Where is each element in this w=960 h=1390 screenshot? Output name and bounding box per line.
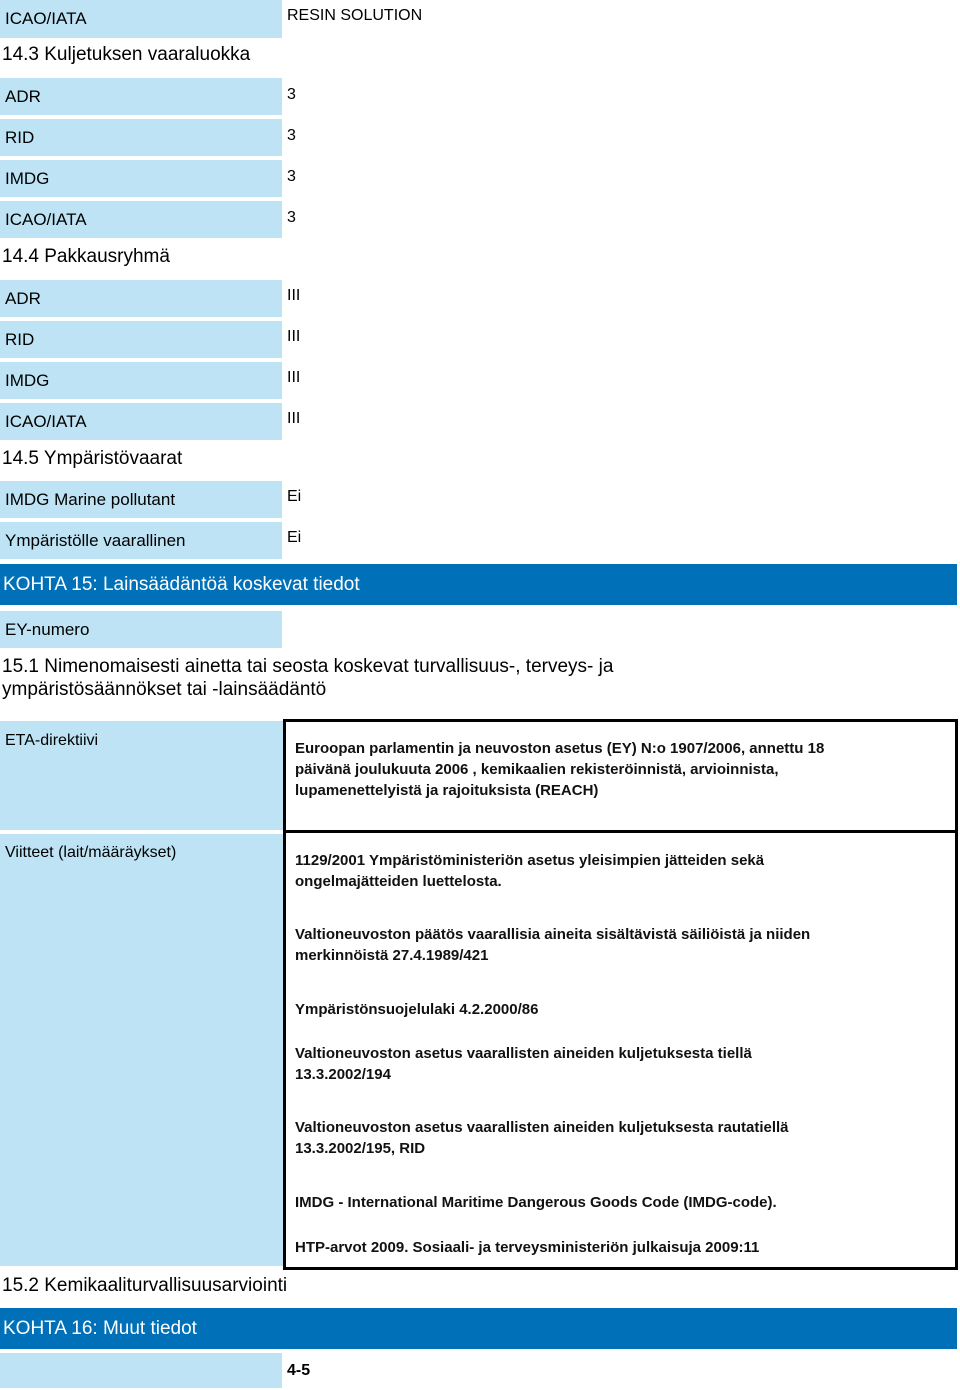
reference-line: IMDG - International Maritime Dangerous Goods Code (IMDG-code). xyxy=(295,1194,777,1211)
rid-label: RID xyxy=(0,321,282,358)
environment-hazard-label: Ympäristölle vaarallinen xyxy=(0,522,282,559)
reference-item xyxy=(295,1192,777,1213)
section-16-title: KOHTA 16: Muut tiedot xyxy=(0,1308,957,1349)
icao-value: 3 xyxy=(287,209,296,226)
top-row-value: RESIN SOLUTION xyxy=(287,7,423,24)
marine-pollutant-label: IMDG Marine pollutant xyxy=(0,481,282,518)
adr-value: III xyxy=(287,287,301,304)
viitteet-label: Viitteet (lait/määräykset) xyxy=(5,844,177,861)
reference-line: Valtioneuvoston asetus vaarallisten aineiden kuljetuksesta rautatiellä xyxy=(295,1119,789,1136)
imdg-value: 3 xyxy=(287,168,296,185)
icao-value: III xyxy=(287,410,301,427)
top-row-label: ICAO/IATA xyxy=(0,0,282,38)
heading-line: ympäristösäännökset tai -lainsäädäntö xyxy=(2,679,327,700)
eta-line: Euroopan parlamentin ja neuvoston asetus (EY) N:o 1907/2006, annettu 18 xyxy=(295,740,825,757)
reference-line: 1129/2001 Ympäristöministeriön asetus yleisimpien jätteiden sekä xyxy=(295,852,765,869)
reference-item xyxy=(295,999,538,1020)
bottom-value: 4-5 xyxy=(287,1362,311,1379)
reference-item xyxy=(295,924,810,966)
icao-label: ICAO/IATA xyxy=(0,403,282,440)
section-15-2-heading: 15.2 Kemikaaliturvallisuusarviointi xyxy=(2,1275,288,1296)
rid-value: III xyxy=(287,328,301,345)
eta-line: lupamenettelyistä ja rajoituksista (REACH) xyxy=(295,782,599,799)
marine-pollutant-value: Ei xyxy=(287,488,302,505)
viitteet-text-box xyxy=(283,830,958,1270)
imdg-value: III xyxy=(287,369,301,386)
section-14-4-heading: 14.4 Pakkausryhmä xyxy=(2,246,170,267)
reference-item xyxy=(295,1237,759,1258)
reference-line: Valtioneuvoston päätös vaarallisia aineita sisältävistä säiliöistä ja niiden xyxy=(295,926,811,943)
viitteet-label-cell xyxy=(0,834,284,1266)
rid-value: 3 xyxy=(287,127,296,144)
section-15-title: KOHTA 15: Lainsäädäntöä koskevat tiedot xyxy=(0,564,957,605)
eta-label: ETA-direktiivi xyxy=(5,732,99,749)
reference-line: ongelmajätteiden luettelosta. xyxy=(295,873,502,890)
icao-label: ICAO/IATA xyxy=(0,201,282,238)
eta-label-cell xyxy=(0,721,284,830)
rid-label: RID xyxy=(0,119,282,156)
reference-item xyxy=(295,850,764,892)
adr-label: ADR xyxy=(0,280,282,317)
reference-line: Ympäristönsuojelulaki 4.2.2000/86 xyxy=(295,1001,539,1018)
section-15-1-heading xyxy=(2,655,613,701)
eta-text-box xyxy=(283,719,958,833)
reference-item xyxy=(295,1043,752,1085)
reference-line: HTP-arvot 2009. Sosiaali- ja terveysministeriön julkaisuja 2009:11 xyxy=(295,1239,760,1256)
ey-number-label: EY-numero xyxy=(0,611,282,648)
imdg-label: IMDG xyxy=(0,160,282,197)
reference-line: 13.3.2002/195, RID xyxy=(295,1140,426,1157)
adr-value: 3 xyxy=(287,86,296,103)
imdg-label: IMDG xyxy=(0,362,282,399)
reference-item xyxy=(295,1117,789,1159)
section-14-3-heading: 14.3 Kuljetuksen vaaraluokka xyxy=(2,44,251,65)
heading-line: 15.1 Nimenomaisesti ainetta tai seosta koskevat turvallisuus-, terveys- ja xyxy=(2,656,614,677)
adr-label: ADR xyxy=(0,78,282,115)
reference-line: Valtioneuvoston asetus vaarallisten aineiden kuljetuksesta tiellä xyxy=(295,1045,752,1062)
reference-line: merkinnöistä 27.4.1989/421 xyxy=(295,947,489,964)
eta-line: päivänä joulukuuta 2006 , kemikaalien rekisteröinnistä, arvioinnista, xyxy=(295,761,779,778)
environment-hazard-value: Ei xyxy=(287,529,302,546)
section-14-5-heading: 14.5 Ympäristövaarat xyxy=(2,448,183,469)
bottom-label-cell xyxy=(0,1353,282,1388)
reference-line: 13.3.2002/194 xyxy=(295,1066,391,1083)
